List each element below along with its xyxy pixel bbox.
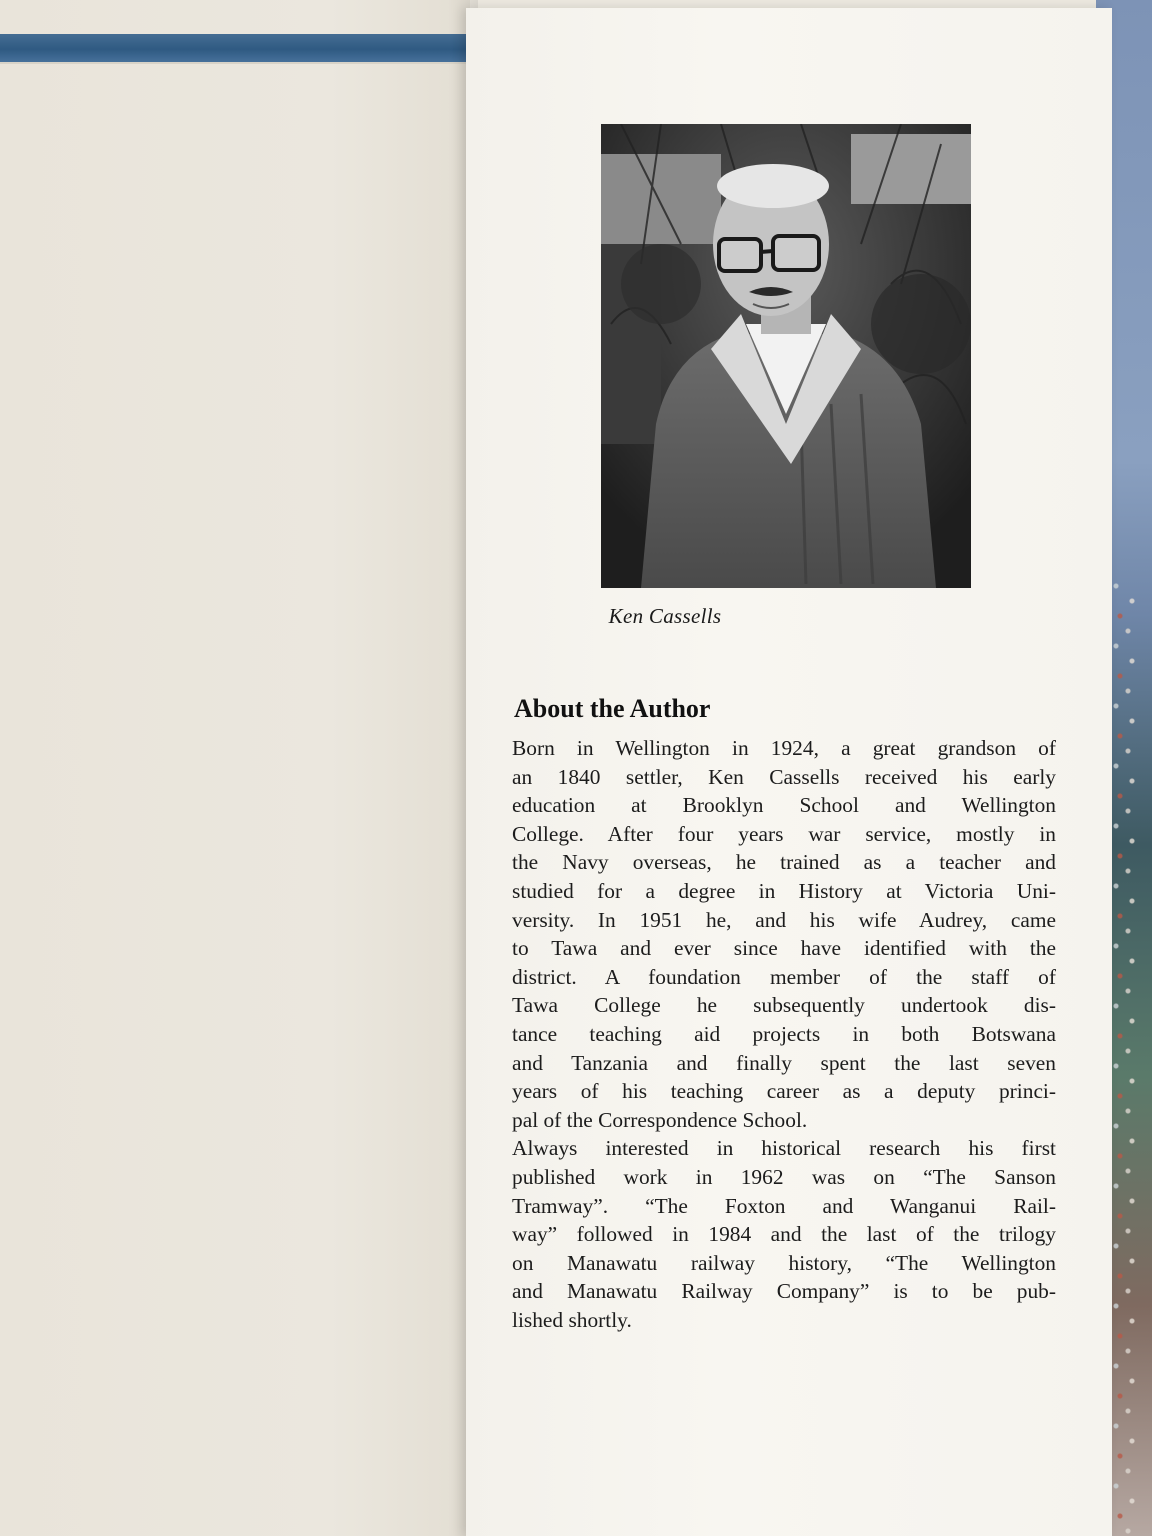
bio-line: years of his teaching career as a deputy princi-	[512, 1079, 1056, 1104]
cloth-binding-edge	[0, 34, 470, 64]
bio-line: versity. In 1951 he, and his wife Audrey, came	[512, 907, 1056, 932]
bio-line: pal of the Correspondence School.	[512, 1107, 808, 1132]
bio-line: lished shortly.	[512, 1307, 632, 1332]
bio-line: College. After four years war service, mostly in	[512, 821, 1056, 846]
bio-line: the Navy overseas, he trained as a teacher and	[512, 850, 1056, 875]
author-biography	[512, 734, 1056, 1334]
inside-cover-board	[0, 0, 470, 1536]
bio-line: to Tawa and ever since have identified with the	[512, 936, 1056, 961]
bio-line: studied for a degree in History at Victoria Uni-	[512, 878, 1056, 903]
bio-line: Tramway”. “The Foxton and Wanganui Rail-	[512, 1193, 1056, 1218]
bio-line: Tawa College he subsequently undertook dis-	[512, 993, 1056, 1018]
bio-line: and Manawatu Railway Company” is to be pub-	[512, 1279, 1056, 1304]
bio-line: an 1840 settler, Ken Cassells received his early	[512, 764, 1056, 789]
bio-line: on Manawatu railway history, “The Wellington	[512, 1250, 1056, 1275]
bio-line: Born in Wellington in 1924, a great grandson of	[512, 736, 1056, 760]
bio-line: education at Brooklyn School and Wellington	[512, 793, 1056, 818]
section-heading: About the Author	[514, 694, 711, 723]
bio-line: way” followed in 1984 and the last of the trilogy	[512, 1222, 1056, 1247]
bio-line: Always interested in historical research his first	[512, 1136, 1056, 1161]
bio-line: tance teaching aid projects in both Botswana	[512, 1021, 1056, 1046]
bio-line: district. A foundation member of the staff of	[512, 964, 1056, 989]
photo-caption: Ken Cassells	[608, 604, 722, 628]
bio-line: published work in 1962 was on “The Sanson	[512, 1164, 1056, 1189]
bio-line: and Tanzania and finally spent the last seven	[512, 1050, 1056, 1075]
author-photo	[601, 124, 971, 588]
